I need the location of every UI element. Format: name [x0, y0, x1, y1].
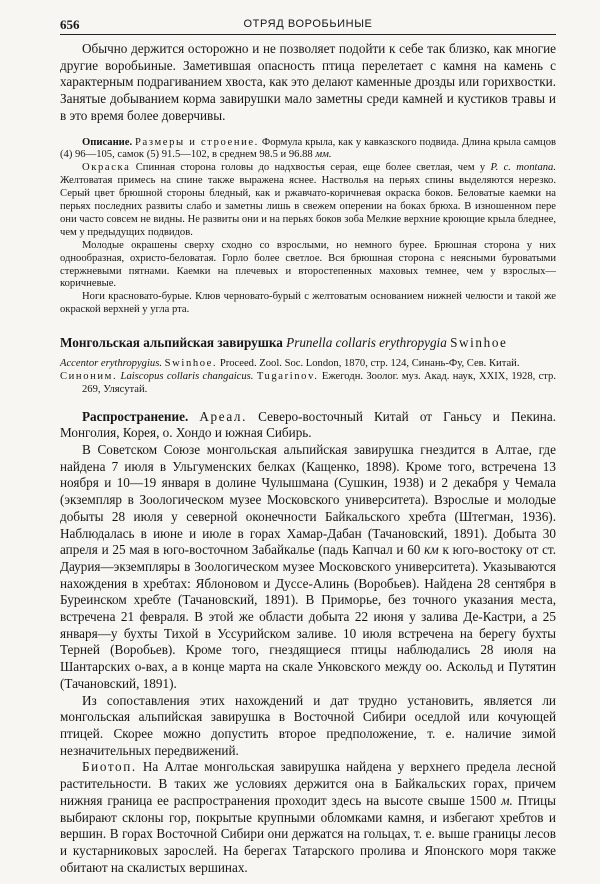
- original-reference: [60, 358, 556, 371]
- records-unit: км: [424, 542, 439, 558]
- ref-author: Swinhoe.: [164, 357, 218, 369]
- color-label: Окраска: [82, 162, 131, 174]
- synonym-taxon: Laiscopus collaris changaicus.: [120, 370, 254, 382]
- page-number: 656: [60, 17, 80, 32]
- distribution-records: [60, 442, 556, 693]
- ref-taxon: Accentor erythropygius.: [60, 357, 162, 369]
- species-author: Swinhoe: [450, 335, 508, 351]
- biotope-text-2: Птицы выбирают склоны гор, покрытые крупными обломками камня, и избегают хребтов и вершин. В горах Восточной Сибири они держатся на гольцах, т. е. выше границы лесов и кустарниковых зарослей. На берегах Татарского пролива и Японского моря также обитают на скалистых вершинах.: [60, 792, 556, 875]
- area-label: Ареал.: [199, 408, 247, 424]
- description-size: [60, 137, 556, 163]
- biotope-paragraph: [60, 759, 556, 876]
- color-text-2: Желтоватая примесь на спине также выражена яснее. Настволья на перьях спины выделяются нерезко. Серый цвет брюшной стороны бледный, как и ржавчато-коричневая окраска боков. Беловатые каемки на перьях последних развиты слабо и заметны лишь в свежем оперении на боках брюха. В изношенном пере они часто совсем не видны. Не развиты они и на перьях боков зоба Мелкие верхние кроющие крыла бледнее, чем у предыдущих подвидов.: [60, 175, 556, 238]
- biotope-unit: м.: [501, 792, 513, 808]
- size-unit: мм.: [315, 149, 332, 161]
- records-text-rest: к юго-востоку от ст. Даурия—экземпляры в Зоологическом музее Московского университета). Указываются нахождения в хребтах: Яблоновом и Дуссе-Алинь (Воробьев). Найдена 28 сентября в Буреинском хребте (Тачановский, 1891). В Приморье, без точного указания места, встречена 21 февраля. В этой же области добыта 22 июня у залива Де-Кастри, а 25 января—у бухты Тихой в Уссурийском заливе. 10 июля встречена на берегу бухты Терней (Воробьев). Кроме того, гнездящиеся птицы наблюдались 28 июля на Шантарских о-вах, а в конце марта на скале Унковского между оо. Аскольд и Путятин (Тачановский, 1891).: [60, 542, 556, 691]
- distribution-section: [60, 409, 556, 760]
- synonym-author: Tugarinov.: [256, 370, 319, 382]
- description-legs: Ноги красновато-бурые. Клюв черновато-бурый с желтоватым основанием нижней челюсти и такой же окраской верхней у угла рта.: [60, 291, 556, 316]
- page-header: [60, 14, 556, 35]
- color-taxon: P. c. montana.: [490, 162, 556, 174]
- biotope-text-1: На Алтае монгольская завирушка найдена у верхнего предела лесной растительности. В таких же условиях держится она в Байкальских горах, причем нижняя граница ее распространения проходит здесь на высоте свыше 1500: [60, 759, 556, 808]
- distribution-heading: Распространение.: [82, 408, 189, 424]
- ref-text: Proceed. Zool. Soc. London, 1870, стр. 124, Синань-Фу, Сев. Китай.: [219, 357, 520, 369]
- color-text-1: Спинная сторона головы до надхвостья серая, еще более светлая, чем у: [135, 162, 486, 174]
- description-heading: Описание.: [82, 136, 133, 148]
- distribution-area: [60, 409, 556, 442]
- description-section: [60, 137, 556, 318]
- records-text: В Советском Союзе монгольская альпийская завирушка гнездится в Алтае, где найдена 7 июля в Ульгуменских белках (Кащенко, 1898). Кроме того, встречена 13 ноября и 10—19 января в долине Чулышмана (Сушкин, 1938) и 2 декабря у Чемала (экземпляр в Зоологическом музее Московского университета). Взрослые и молодые добыты 28 июля у северной оконечности Байкальского хребта (Штегман, 1936). Наблюдалась в июне и июле в горах Хамар-Дабан (Тачановский, 1891). Добыта 30 апреля и 25 мая в юго-восточном Забайкалье (падь Капчал и 60: [60, 442, 556, 558]
- size-text: Формула крыла, как у кавказского подвида. Длина крыла самцов (4) 96—105, самок (5) 91.5—102, в среднем 98.5 и 96.88: [60, 136, 556, 161]
- biotope-label: Биотоп.: [82, 759, 137, 775]
- intro-paragraph: Обычно держится осторожно и не позволяет подойти к себе так близко, как многие другие воробьиные. Заметившая опасность птица перелетает с камня на камень с характерным подрагиванием хвоста, как это делают каменные дрозды или горихвостки. Занятые добыванием корма завирушки мало заметны среди камней и кустиков травы и в это время более доверчивы.: [60, 41, 556, 123]
- species-common-name: Монгольская альпийская завирушка: [60, 335, 283, 351]
- running-title: ОТРЯД ВОРОБЬИНЫЕ: [243, 18, 373, 30]
- synonym-reference: [60, 371, 556, 397]
- description-color: [60, 162, 556, 239]
- synonym-text: Ежегодн. Зоолог. муз. Акад. наук, XXIX, 1928, стр. 269, Улясутай.: [82, 370, 556, 395]
- size-label: Размеры и строение.: [135, 136, 259, 148]
- species-title: [60, 335, 556, 352]
- species-references: [60, 358, 556, 397]
- description-young: Молодые окрашены сверху сходно со взрослыми, но немного буpee. Брюшная сторона у них однообразная, охристо-беловатая. Горло более светлое. Вся брюшная сторона с неясными буроватыми стержневыми пятнами. Каемки на плечевых и второстепенных маховых темнее, чем у взрослых—коричневые.: [60, 239, 556, 290]
- synonym-label: Синоним.: [60, 370, 118, 382]
- area-text: Северо-восточный Китай от Ганьсу и Пекина. Монголия, Корея, о. Хондо и южная Сибирь.: [60, 408, 557, 441]
- species-latin-name: Prunella collaris erythropygia: [286, 335, 447, 351]
- distribution-conclusion: Из сопоставления этих нахождений и дат трудно установить, является ли монгольская альпийская завирушка в Восточной Сибири оседлой или кочующей птицей. Скорее можно допустить второе предположение, т. е. наличие зимой незначительных передвижений.: [60, 692, 556, 758]
